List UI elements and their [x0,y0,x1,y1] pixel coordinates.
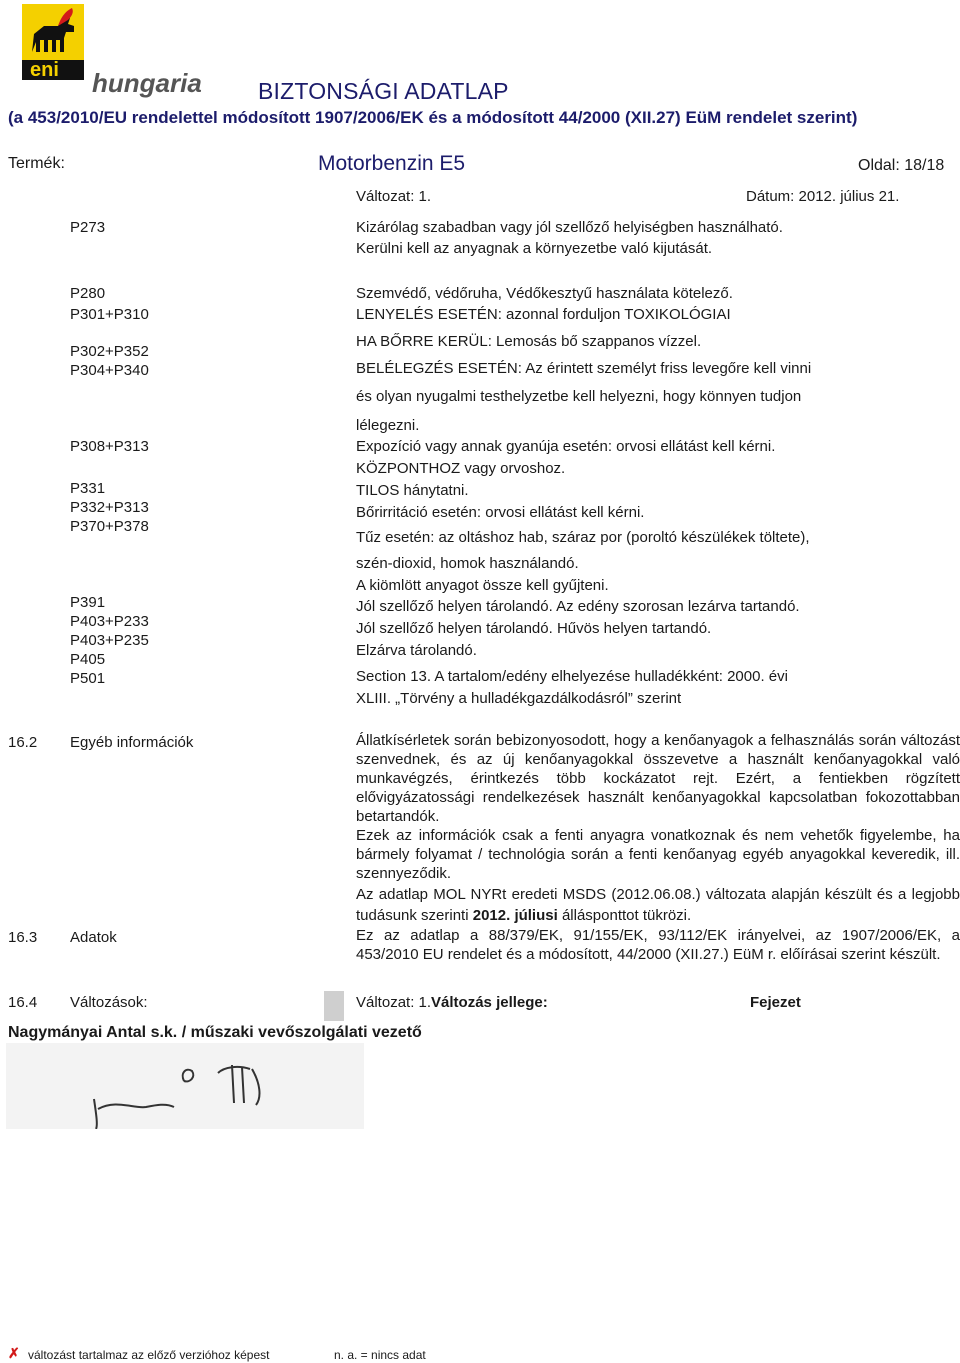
version-label: Változat: 1. [356,188,432,205]
brand-text: hungaria [92,68,202,98]
author-signature-line: Nagymányai Antal s.k. / műszaki vevőszolgálati vezető [8,1024,422,1041]
change-type-label: Változás jellege: [431,994,548,1011]
product-label: Termék: [8,155,65,172]
section-number: 16.4 [8,994,38,1011]
p-code: P405 [70,651,106,668]
p-statement: Expozíció vagy annak gyanúja esetén: orvosi ellátást kell kérni. [356,438,776,455]
p-statement: szén-dioxid, homok használandó. [356,555,579,572]
p-code: P391 [70,594,106,611]
p-code: P331 [70,480,106,497]
p-statement: KÖZPONTHOZ vagy orvoshoz. [356,460,566,477]
p-statement: Jól szellőző helyen tárolandó. Hűvös helyen tartandó. [356,620,712,637]
para-3-text: Az adatlap MOL NYRt eredeti MSDS (2012.06.08.) változata alapján készült és a legjobb tudásunk szerinti [356,886,960,924]
change-mark-icon: ✗ [8,1345,20,1361]
handwritten-signature [6,1043,364,1129]
p-code: P332+P313 [70,499,149,516]
p-statement: TILOS hánytatni. [356,482,469,499]
document-title: BIZTONSÁGI ADATLAP [258,78,509,104]
p-code: P403+P233 [70,613,149,630]
para-3-text-end: állásponttot tükrözi. [557,907,692,924]
section-number: 16.3 [8,929,38,946]
p-statement: A kiömlött anyagot össze kell gyűjteni. [356,577,609,594]
p-code: P280 [70,285,106,302]
p-code: P304+P340 [70,362,149,379]
p-statement: XLIII. „Törvény a hulladékgazdálkodásról” szerint [356,690,682,707]
para-3-bold: 2012. júliusi [472,907,558,924]
footer-legend-na: n. a. = nincs adat [334,1348,426,1362]
section-number: 16.2 [8,734,38,751]
section-16-2-para-1: Állatkísérletek során bebizonyosodott, hogy a kenőanyagok a felhasználás során változást szenvednek, és az új kenőanyagokkal összevetve a használt kenőanyagokkal való munkavégzés, érintkezés több kockázatot rejt. Ezért, a fentiekben rögzített elővigyázatossági rendelkezések használt kenőanyagokkal kapcsolatban fokozottabban betartandók. [356,732,960,825]
p-statement: és olyan nyugalmi testhelyzetbe kell helyezni, hogy könnyen tudjon [356,388,802,405]
date-label: Dátum: 2012. július 21. [746,188,900,205]
p-statement: Bőrirritáció esetén: orvosi ellátást kell kérni. [356,504,645,521]
section-16-2-para-2: Ezek az információk csak a fenti anyagra vonatkoznak és nem vehetők figyelembe, ha bármely folyamat / technológia során a fenti kenőanyag egyéb anyagokkal keveredik, ill. szennyeződik. [356,827,960,882]
p-code: P301+P310 [70,306,149,323]
p-statement: HA BŐRRE KERÜL: Lemosás bő szappanos vízzel. [356,333,702,350]
p-code: P302+P352 [70,343,149,360]
p-statement: Kerülni kell az anyagnak a környezetbe való kijutását. [356,240,713,257]
eni-hungaria-logo [22,4,212,104]
section-title: Adatok [70,929,117,946]
p-statement: Tűz esetén: az oltáshoz hab, száraz por (poroltó készülékek töltete), [356,529,810,546]
section-16-3-text: Ez az adatlap a 88/379/EK, 91/155/EK, 93/112/EK irányelvei, az 1907/2006/EK, a 453/2010 EU rendelet és a módosított, 44/2000 (XII.27.) EüM r. előírásai szerint készült. [356,927,960,963]
p-code: P501 [70,670,106,687]
document-subtitle: (a 453/2010/EU rendelettel módosított 1907/2006/EK és a módosított 44/2000 (XII.27) EüM rendelet szerint) [8,108,858,127]
p-statement: Jól szellőző helyen tárolandó. Az edény szorosan lezárva tartandó. [356,598,800,615]
change-chapter-label: Fejezet [750,994,801,1011]
p-statement: LENYELÉS ESETÉN: azonnal forduljon TOXIKOLÓGIAI [356,306,731,323]
change-version: Változat: 1. [356,994,432,1011]
p-code: P403+P235 [70,632,149,649]
footer-legend-change: változást tartalmaz az előző verzióhoz képest [28,1348,270,1362]
p-code: P370+P378 [70,518,149,535]
p-statement: Kizárólag szabadban vagy jól szellőző helyiségben használható. [356,219,783,236]
page-number: Oldal: 18/18 [858,157,945,174]
changes-row [356,994,548,1011]
p-statement: Elzárva tárolandó. [356,642,477,659]
eni-wordmark: eni [30,59,59,81]
change-marker-box [324,991,344,1021]
p-statement: BELÉLEGZÉS ESETÉN: Az érintett személyt friss levegőre kell vinni [356,360,812,377]
section-16-2-para-3 [356,884,960,926]
p-code: P308+P313 [70,438,149,455]
section-title: Egyéb információk [70,734,194,751]
section-title: Változások: [70,994,148,1011]
p-code: P273 [70,219,106,236]
p-statement: Szemvédő, védőruha, Védőkesztyű használata kötelező. [356,285,733,302]
p-statement: lélegezni. [356,417,420,434]
p-statement: Section 13. A tartalom/edény elhelyezése hulladékként: 2000. évi [356,668,788,685]
product-name: Motorbenzin E5 [318,152,466,175]
